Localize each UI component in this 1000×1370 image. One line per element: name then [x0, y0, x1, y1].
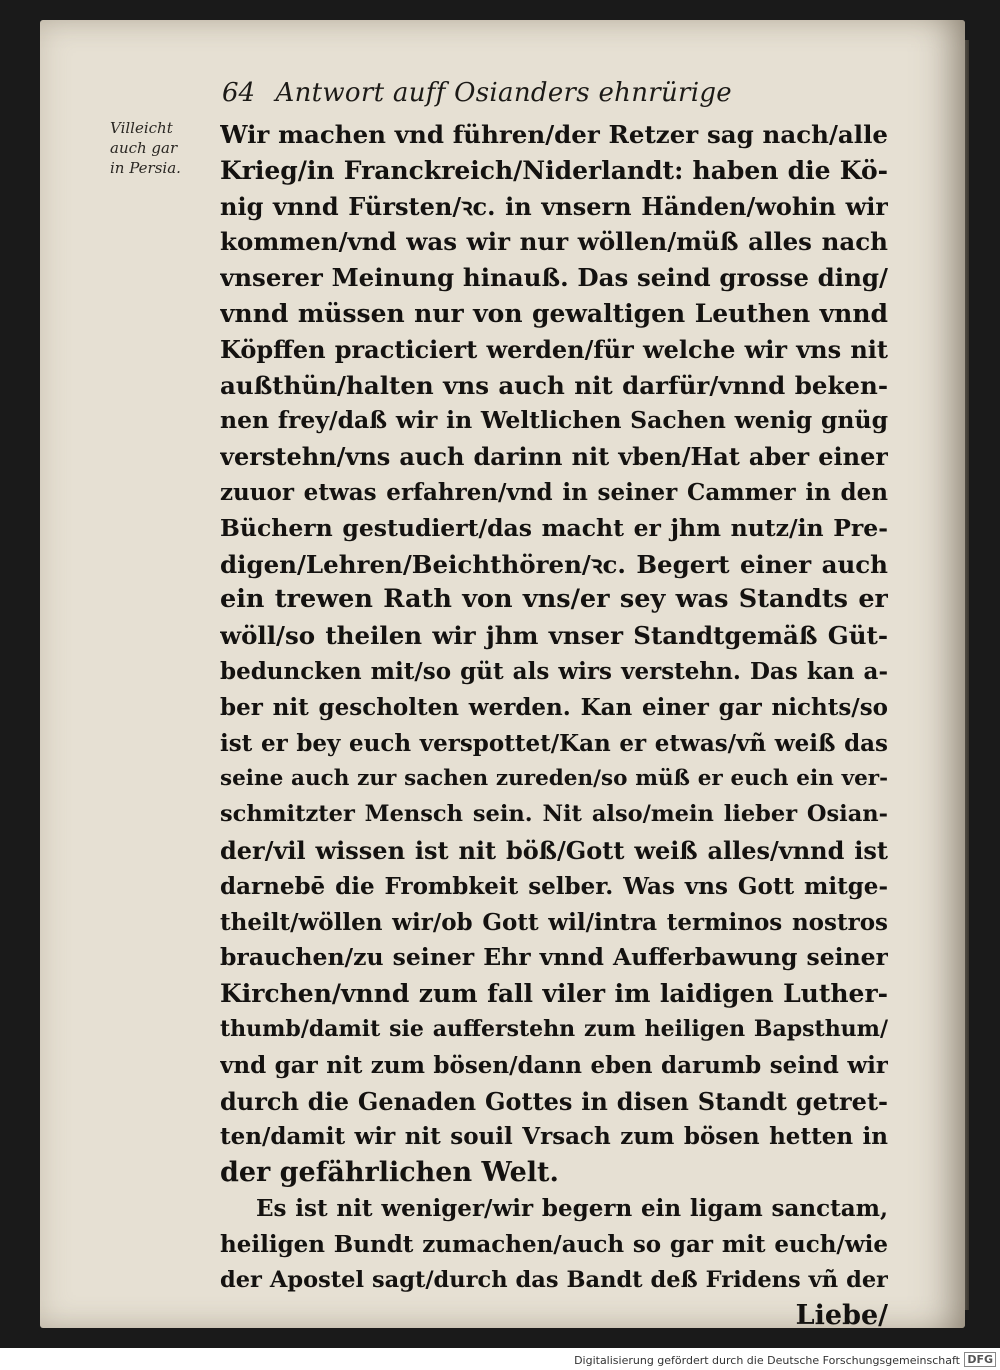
text-line: digen/Lehren/Beichthören/ꝛc. Begert einer auch	[220, 549, 888, 579]
text-line: zuuor etwas erfahren/vnd in seiner Cammer in den	[220, 478, 888, 506]
running-head: Antwort auff Osianders ehnrürige	[275, 78, 732, 108]
text-line: ber nit gescholten werden. Kan einer gar nichts/so	[220, 693, 888, 721]
text-line: außthün/halten vns auch nit darfür/vnnd beken-	[220, 370, 888, 400]
text-line: der/vil wissen ist nit böß/Gott weiß alles/vnnd ist	[220, 835, 888, 865]
text-line: brauchen/zu seiner Ehr vnnd Aufferbawung seiner	[220, 943, 888, 972]
text-line: vnd gar nit zum bösen/dann eben darumb seind wir	[220, 1051, 888, 1079]
text-line: heiligen Bundt zumachen/auch so gar mit euch/wie	[220, 1230, 888, 1258]
text-line: vnserer Meinung hinauß. Das seind grosse ding/	[220, 263, 888, 293]
text-line: Köpffen practiciert werden/für welche wir vns nit	[220, 334, 888, 364]
dfg-logo: DFG	[964, 1352, 996, 1367]
text-line: der gefährlichen Welt.	[220, 1157, 559, 1189]
text-line: vnnd müssen nur von gewaltigen Leuthen vnnd	[220, 298, 888, 328]
footer-bar	[0, 1348, 1000, 1370]
page-number: 64	[222, 78, 256, 108]
text-line: wöll/so theilen wir jhm vnser Standtgemäß Güt-	[220, 621, 888, 651]
text-line: ist er bey euch verspottet/Kan er etwas/vñ weiß das	[220, 729, 888, 757]
text-line: Es ist nit weniger/wir begern ein ligam sanctam,	[256, 1194, 888, 1222]
text-line: Krieg/in Franckreich/Niderlandt: haben die Kö-	[220, 155, 888, 185]
text-line: durch die Genaden Gottes in disen Standt getret-	[220, 1086, 888, 1116]
margin-note-line: in Persia.	[110, 159, 181, 177]
text-line: ten/damit wir nit souil Vrsach zum bösen hetten in	[220, 1123, 888, 1151]
text-line: ein trewen Rath von vns/er sey was Standts er	[220, 584, 888, 615]
text-line: der Apostel sagt/durch das Bandt deß Fridens vñ der	[220, 1266, 888, 1293]
text-line: nen frey/daß wir in Weltlichen Sachen wenig gnüg	[220, 406, 888, 435]
body-text	[220, 117, 888, 1334]
text-line: kommen/vnd was wir nur wöllen/müß alles nach	[220, 227, 888, 257]
page-header	[222, 78, 732, 108]
text-line: theilt/wöllen wir/ob Gott wil/intra terminos nostros	[220, 908, 888, 936]
text-line: nig vnnd Fürsten/ꝛc. in vnsern Händen/wohin wir	[220, 191, 888, 221]
text-line: beduncken mit/so güt als wirs verstehn. Das kan a-	[220, 657, 888, 685]
margin-note-line: auch gar	[110, 139, 178, 157]
text-line: Kirchen/vnnd zum fall viler im laidigen Luther-	[220, 979, 888, 1009]
text-line: schmitzter Mensch sein. Nit also/mein lieber Osian-	[220, 801, 888, 828]
text-line: verstehn/vns auch darinn nit vben/Hat aber einer	[220, 442, 888, 472]
text-line: darnebē die Frombkeit selber. Was vns Gott mitge-	[220, 872, 888, 900]
catchword: Liebe/	[795, 1300, 888, 1332]
margin-note	[110, 118, 218, 178]
funding-credit: Digitalisierung gefördert durch die Deutsche Forschungsgemeinschaft	[574, 1354, 960, 1367]
margin-note-line: Villeicht	[110, 119, 173, 137]
text-line: Büchern gestudiert/das macht er jhm nutz/in Pre-	[220, 513, 888, 542]
text-line: seine auch zur sachen zureden/so müß er euch ein ver-	[220, 766, 888, 792]
text-line: thumb/damit sie aufferstehn zum heiligen Bapsthum/	[220, 1015, 888, 1042]
text-line: Wir machen vnd führen/der Retzer sag nach/alle	[220, 120, 888, 149]
